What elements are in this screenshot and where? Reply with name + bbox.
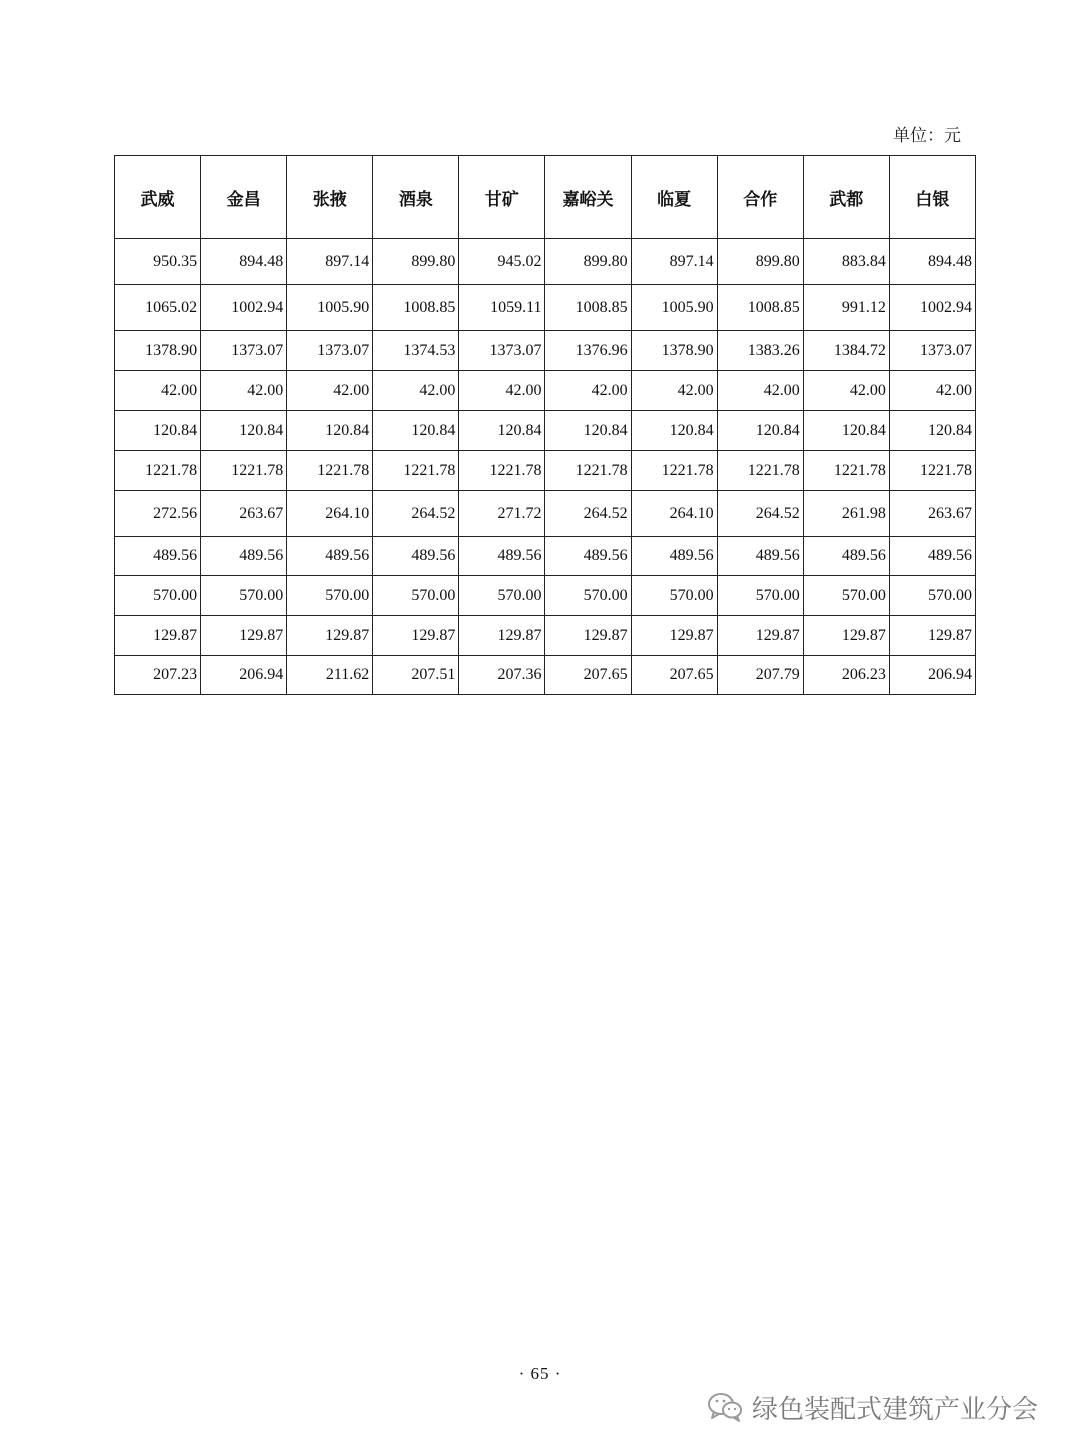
watermark <box>706 1389 1038 1425</box>
table-row <box>115 576 976 616</box>
table-cell: 489.56 <box>889 537 975 576</box>
table-cell: 1008.85 <box>545 285 631 331</box>
table-cell: 129.87 <box>287 616 373 656</box>
table-cell: 897.14 <box>287 239 373 285</box>
table-cell: 206.23 <box>803 656 889 695</box>
table-cell: 272.56 <box>115 491 201 537</box>
table-cell: 570.00 <box>287 576 373 616</box>
table-cell: 42.00 <box>631 371 717 411</box>
table-cell: 894.48 <box>889 239 975 285</box>
table-cell: 1008.85 <box>373 285 459 331</box>
table-cell: 264.52 <box>545 491 631 537</box>
table-cell: 489.56 <box>373 537 459 576</box>
table-cell: 570.00 <box>717 576 803 616</box>
table-cell: 883.84 <box>803 239 889 285</box>
table-body <box>115 239 976 695</box>
table-cell: 1221.78 <box>373 451 459 491</box>
table-cell: 1373.07 <box>459 331 545 371</box>
table-cell: 120.84 <box>631 411 717 451</box>
table-cell: 120.84 <box>115 411 201 451</box>
table-cell: 207.65 <box>545 656 631 695</box>
page-number: · 65 · <box>518 1364 562 1383</box>
table-cell: 570.00 <box>889 576 975 616</box>
table-cell: 1221.78 <box>545 451 631 491</box>
table-cell: 42.00 <box>803 371 889 411</box>
table-cell: 489.56 <box>201 537 287 576</box>
table-cell: 211.62 <box>287 656 373 695</box>
table-cell: 1221.78 <box>201 451 287 491</box>
table-cell: 129.87 <box>459 616 545 656</box>
table-cell: 489.56 <box>545 537 631 576</box>
table-cell: 207.36 <box>459 656 545 695</box>
table-cell: 899.80 <box>373 239 459 285</box>
column-header: 合作 <box>717 156 803 239</box>
column-header: 武威 <box>115 156 201 239</box>
column-header: 临夏 <box>631 156 717 239</box>
wechat-chat-icon <box>706 1390 744 1424</box>
table-cell: 264.10 <box>287 491 373 537</box>
table-cell: 129.87 <box>803 616 889 656</box>
table-cell: 1221.78 <box>115 451 201 491</box>
column-header: 武都 <box>803 156 889 239</box>
table-cell: 42.00 <box>115 371 201 411</box>
column-header: 张掖 <box>287 156 373 239</box>
table-cell: 489.56 <box>717 537 803 576</box>
table-cell: 1373.07 <box>201 331 287 371</box>
table-cell: 271.72 <box>459 491 545 537</box>
table-cell: 1221.78 <box>717 451 803 491</box>
table-cell: 42.00 <box>373 371 459 411</box>
header-row <box>115 156 976 239</box>
table-row <box>115 239 976 285</box>
table-cell: 1373.07 <box>889 331 975 371</box>
table-cell: 207.79 <box>717 656 803 695</box>
table-cell: 489.56 <box>287 537 373 576</box>
table-cell: 206.94 <box>201 656 287 695</box>
table-row <box>115 411 976 451</box>
table-cell: 129.87 <box>889 616 975 656</box>
table-cell: 207.23 <box>115 656 201 695</box>
table-cell: 570.00 <box>545 576 631 616</box>
table-row <box>115 285 976 331</box>
table-cell: 120.84 <box>373 411 459 451</box>
table-cell: 120.84 <box>287 411 373 451</box>
table-cell: 570.00 <box>115 576 201 616</box>
table-cell: 1221.78 <box>287 451 373 491</box>
column-header: 甘矿 <box>459 156 545 239</box>
table-cell: 42.00 <box>545 371 631 411</box>
table-cell: 489.56 <box>631 537 717 576</box>
table-cell: 1373.07 <box>287 331 373 371</box>
table-cell: 570.00 <box>803 576 889 616</box>
table-cell: 207.51 <box>373 656 459 695</box>
table-cell: 1002.94 <box>889 285 975 331</box>
table-cell: 1008.85 <box>717 285 803 331</box>
table-cell: 489.56 <box>459 537 545 576</box>
table-cell: 129.87 <box>717 616 803 656</box>
table-cell: 1221.78 <box>803 451 889 491</box>
table-cell: 263.67 <box>201 491 287 537</box>
table-cell: 207.65 <box>631 656 717 695</box>
table-cell: 129.87 <box>631 616 717 656</box>
table-cell: 120.84 <box>459 411 545 451</box>
table-cell: 264.52 <box>373 491 459 537</box>
table-cell: 120.84 <box>803 411 889 451</box>
table-cell: 894.48 <box>201 239 287 285</box>
table-cell: 1221.78 <box>631 451 717 491</box>
table-cell: 206.94 <box>889 656 975 695</box>
table-cell: 1384.72 <box>803 331 889 371</box>
column-header: 酒泉 <box>373 156 459 239</box>
table-cell: 263.67 <box>889 491 975 537</box>
table-cell: 120.84 <box>889 411 975 451</box>
table-cell: 570.00 <box>631 576 717 616</box>
table-cell: 42.00 <box>201 371 287 411</box>
table-row <box>115 491 976 537</box>
column-header: 金昌 <box>201 156 287 239</box>
table-cell: 120.84 <box>545 411 631 451</box>
column-header: 嘉峪关 <box>545 156 631 239</box>
price-table <box>114 155 976 695</box>
table-cell: 991.12 <box>803 285 889 331</box>
table-cell: 261.98 <box>803 491 889 537</box>
table-cell: 570.00 <box>373 576 459 616</box>
table-cell: 42.00 <box>717 371 803 411</box>
table-cell: 899.80 <box>545 239 631 285</box>
unit-label: 单位：元 <box>893 126 961 145</box>
table-cell: 1005.90 <box>287 285 373 331</box>
table-cell: 1374.53 <box>373 331 459 371</box>
table-row <box>115 331 976 371</box>
table-row <box>115 537 976 576</box>
table-cell: 1383.26 <box>717 331 803 371</box>
table-cell: 129.87 <box>545 616 631 656</box>
table-cell: 1221.78 <box>889 451 975 491</box>
table-cell: 1221.78 <box>459 451 545 491</box>
table-cell: 950.35 <box>115 239 201 285</box>
table-row <box>115 656 976 695</box>
table-cell: 570.00 <box>459 576 545 616</box>
table-cell: 42.00 <box>889 371 975 411</box>
table-cell: 1005.90 <box>631 285 717 331</box>
table-cell: 1059.11 <box>459 285 545 331</box>
table-cell: 1065.02 <box>115 285 201 331</box>
table-row <box>115 451 976 491</box>
table-row <box>115 371 976 411</box>
table-cell: 42.00 <box>287 371 373 411</box>
table-row <box>115 616 976 656</box>
table-cell: 129.87 <box>201 616 287 656</box>
table-cell: 489.56 <box>115 537 201 576</box>
table-cell: 899.80 <box>717 239 803 285</box>
table-cell: 129.87 <box>373 616 459 656</box>
table-cell: 945.02 <box>459 239 545 285</box>
table-cell: 1378.90 <box>631 331 717 371</box>
table-cell: 264.10 <box>631 491 717 537</box>
column-header: 白银 <box>889 156 975 239</box>
table-cell: 264.52 <box>717 491 803 537</box>
table-cell: 129.87 <box>115 616 201 656</box>
table-cell: 120.84 <box>201 411 287 451</box>
table-cell: 1002.94 <box>201 285 287 331</box>
table-cell: 1376.96 <box>545 331 631 371</box>
table-cell: 1378.90 <box>115 331 201 371</box>
table-cell: 570.00 <box>201 576 287 616</box>
table-cell: 897.14 <box>631 239 717 285</box>
table-cell: 489.56 <box>803 537 889 576</box>
table-cell: 42.00 <box>459 371 545 411</box>
table-cell: 120.84 <box>717 411 803 451</box>
watermark-text: 绿色装配式建筑产业分会 <box>752 1394 1039 1425</box>
